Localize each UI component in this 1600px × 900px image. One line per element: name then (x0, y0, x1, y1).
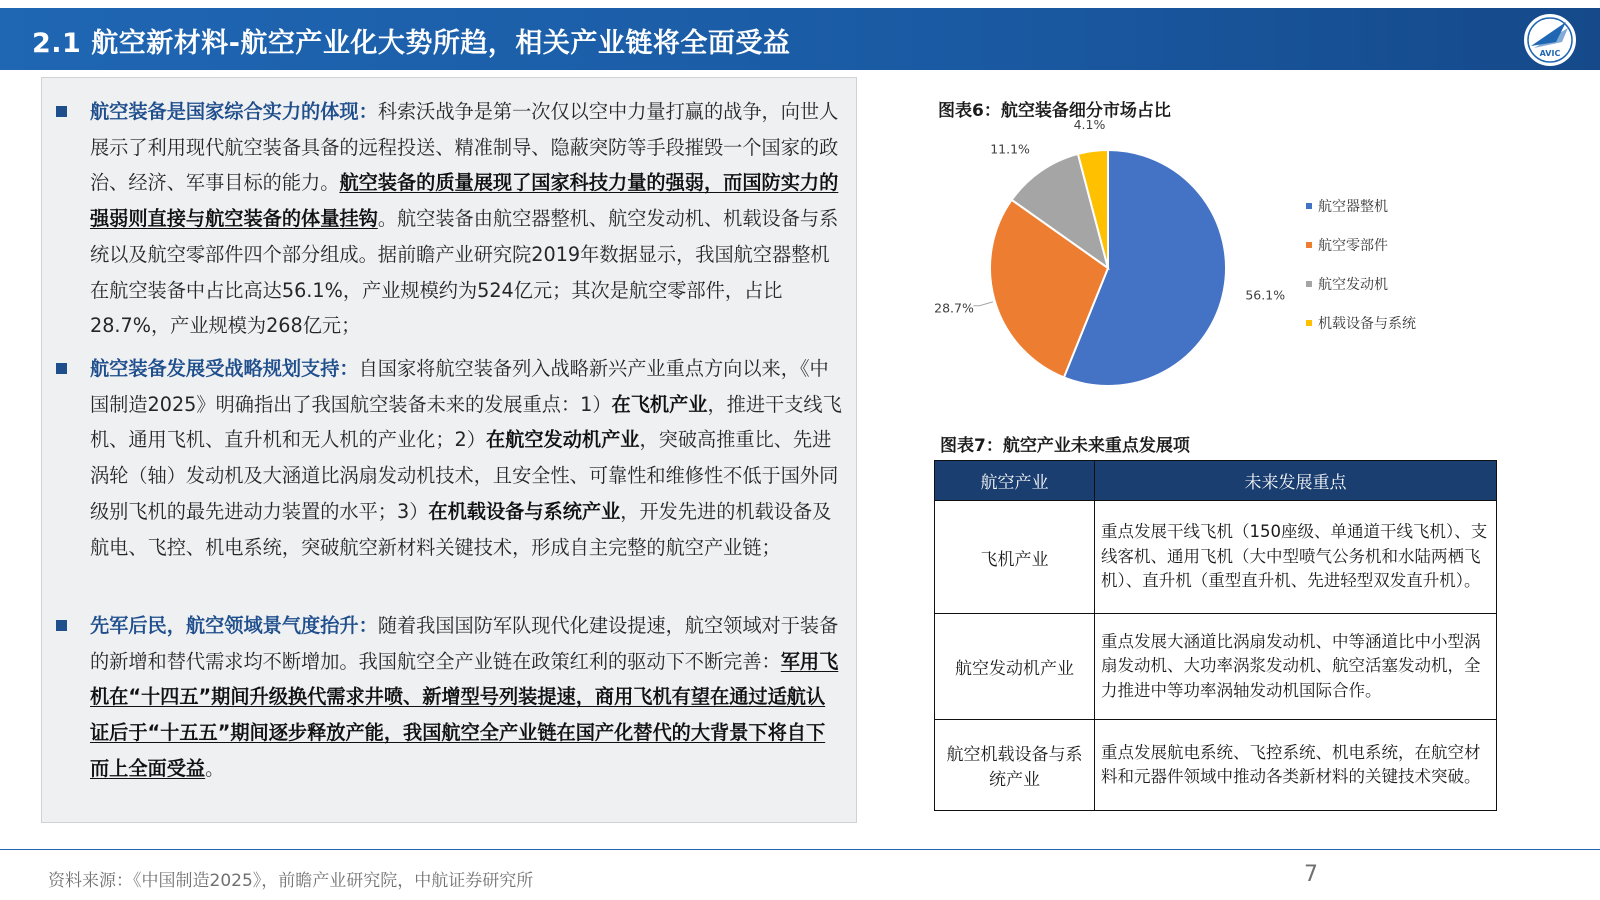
table-row (935, 720, 1497, 811)
table-cell-category: 航空机载设备与系统产业 (935, 720, 1095, 811)
figure7-title: 图表7：航空产业未来重点发展项 (940, 436, 1190, 456)
svg-text:AVIC: AVIC (1539, 49, 1561, 58)
bullet-emphasis: 在飞机产业 (611, 392, 708, 416)
legend-swatch (1306, 242, 1312, 248)
bullet-text: 科索沃战争是第一次仅以空中力量打赢的战争，向世人展示了利用现代航空装备具备的远程投送、精准制导、隐蔽突防等手段摧毁一个国家的政治、经济、军事目标的能力。 (90, 100, 839, 195)
pie-data-label: 28.7% (934, 300, 974, 316)
legend-swatch (1306, 281, 1312, 287)
bullet-item-1 (54, 94, 844, 344)
legend-label: 航空零部件 (1318, 238, 1388, 254)
table-cell-detail: 重点发展干线飞机（150座级、单通道干线飞机）、支线客机、通用飞机（大中型喷气公务机和水陆两栖飞机）、直升机（重型直升机、先进轻型双发直升机）。 (1095, 501, 1497, 614)
pie-chart (920, 117, 1480, 405)
bullet-emphasis: 航空装备的质量展现了国家科技力量的强弱，而国防实力的强弱则直接与航空装备的体量挂钩 (90, 171, 839, 231)
pie-data-label: 11.1% (990, 141, 1030, 157)
table-cell-category: 航空发动机产业 (935, 614, 1095, 720)
source-note: 资料来源：《中国制造2025》，前瞻产业研究院，中航证券研究所 (48, 871, 534, 891)
table-header-cell: 航空产业 (935, 461, 1095, 501)
bullet-text: 自国家将航空装备列入战略新兴产业重点方向以来，《中国制造2025》明确指出了我国航空装备未来的发展重点：1） (90, 357, 829, 416)
bullet-item-3 (54, 608, 844, 787)
bullet-heading: 先军后民，航空领域景气度抬升： (90, 614, 378, 637)
bullet-square-icon (56, 620, 67, 631)
pie-chart-svg (920, 117, 1480, 405)
development-table (934, 460, 1497, 811)
legend-label: 航空器整机 (1318, 199, 1388, 215)
bullet-text: 。航空装备由航空器整机、航空发动机、机载设备与系统以及航空零部件四个部分组成。据前瞻产业研究院2019年数据显示，我国航空器整机在航空装备中占比高达56.1%，产业规模约为524亿元；其次是航空零部件，占比28.7%，产业规模为268亿元； (90, 207, 839, 338)
table-row (935, 501, 1497, 614)
bullet-text: ，推进干支线飞机、通用飞机、直升机和无人机的产业化；2） (90, 392, 842, 452)
bullet-text: ，突破高推重比、先进涡轮（轴）发动机及大涵道比涡扇发动机技术，且安全性、可靠性和维修性不低于国外同级别飞机的最先进动力装置的水平；3） (90, 428, 839, 523)
table-row (935, 614, 1497, 720)
table-header-cell: 未来发展重点 (1095, 461, 1497, 501)
bullet-item-2 (54, 351, 844, 565)
bullet-square-icon (56, 106, 67, 117)
bullet-emphasis: 军用飞机在“十四五”期间升级换代需求井喷、新增型号列装提速，商用飞机有望在通过适航认证后于“十五五”期间逐步释放产能，我国航空全产业链在国产化替代的大背景下将自下而上全面受益 (90, 649, 839, 780)
table-cell-detail: 重点发展航电系统、飞控系统、机电系统，在航空材料和元器件领域中推动各类新材料的关键技术突破。 (1095, 720, 1497, 811)
bullet-heading: 航空装备发展受战略规划支持： (90, 357, 359, 380)
bullet-paragraph (54, 351, 844, 565)
page-number: 7 (1304, 862, 1318, 887)
legend-swatch (1306, 320, 1312, 326)
bullet-text: 随着我国国防军队现代化建设提速，航空领域对于装备的新增和替代需求均不断增加。我国航空全产业链在政策红利的驱动下不断完善： (90, 614, 839, 673)
footer-divider (0, 849, 1600, 850)
bullet-paragraph (54, 94, 844, 344)
bullet-paragraph (54, 608, 844, 787)
bullet-emphasis: 在机载设备与系统产业 (428, 499, 621, 523)
bullet-text: ，开发先进的机载设备及航电、飞控、机电系统，突破航空新材料关键技术，形成自主完整的航空产业链； (90, 499, 832, 559)
figure6-title: 图表6：航空装备细分市场占比 (938, 101, 1171, 121)
bullet-text: 。 (205, 756, 225, 780)
bullet-square-icon (56, 363, 67, 374)
header-bar (0, 8, 1600, 70)
legend-label: 航空发动机 (1318, 277, 1388, 293)
legend-label: 机载设备与系统 (1318, 316, 1416, 332)
pie-data-label: 56.1% (1245, 287, 1286, 303)
avic-logo (1522, 12, 1578, 68)
page-title: 2.1 航空新材料-航空产业化大势所趋，相关产业链将全面受益 (32, 28, 791, 59)
legend-swatch (1306, 203, 1312, 209)
pie-data-label: 4.1% (1073, 117, 1106, 133)
table-cell-detail: 重点发展大涵道比涡扇发动机、中等涵道比中小型涡扇发动机、大功率涡浆发动机、航空活塞发动机，全力推进中等功率涡轴发动机国际合作。 (1095, 614, 1497, 720)
pie-leader-line (973, 302, 992, 306)
bullet-heading: 航空装备是国家综合实力的体现： (90, 100, 378, 123)
bullet-emphasis: 在航空发动机产业 (485, 428, 640, 452)
table-header-row (935, 461, 1497, 501)
table-cell-category: 飞机产业 (935, 501, 1095, 614)
text-panel (41, 77, 857, 823)
